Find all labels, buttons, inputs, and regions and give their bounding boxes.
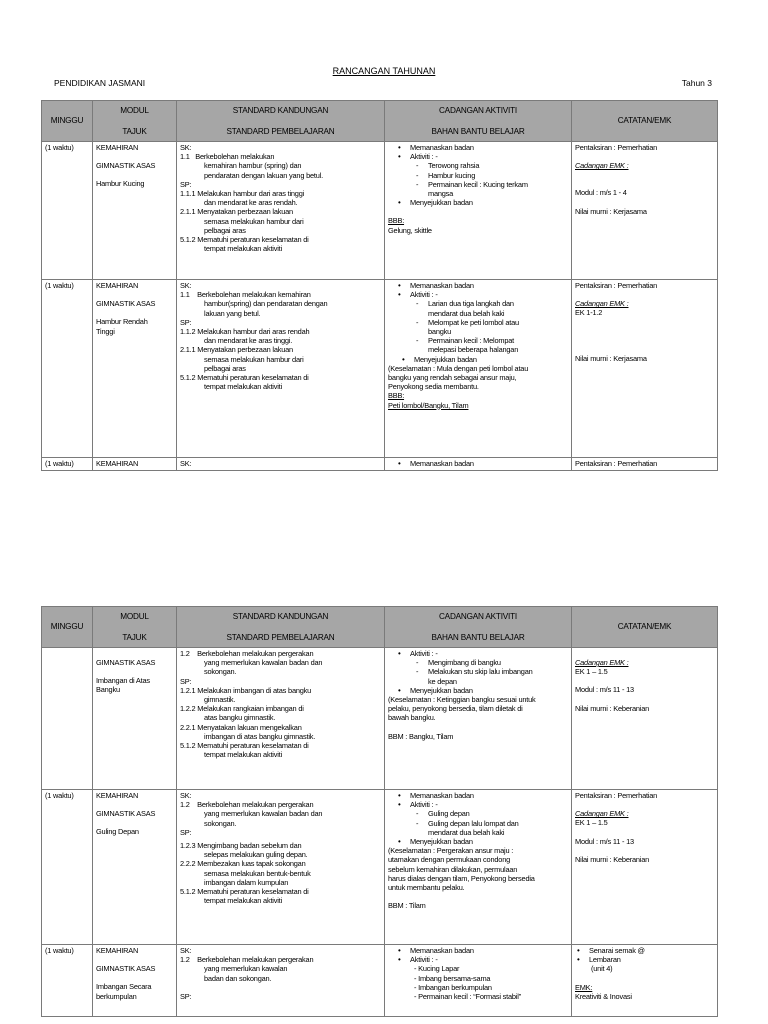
list-item: - Kucing Lapar bbox=[414, 964, 460, 974]
list-item: • Aktiviti : - - Guling depan - Guling depan lalu lompat dan mendarat dua belah kaki bbox=[410, 800, 568, 837]
col-bahan-bantu-belajar: BAHAN BANTU BELAJAR bbox=[431, 632, 525, 642]
aktiviti-cell: • Aktiviti : - - Mengimbang di bangku - Melakukan stu skip lalu imbangan ke depan • Menyejukkan badan (Keselamatan : Ketinggian bangku sesuai untuk pelaku, penyokong bersedia, tilam diletak di bawah bangku. BBM : Bangku, Tilam bbox=[385, 648, 572, 790]
col-minggu: MINGGU bbox=[42, 101, 93, 142]
minggu-cell: (1 waktu) bbox=[42, 458, 93, 471]
list-item: - Terowong rahsia bbox=[428, 161, 568, 170]
col-modul: MODUL bbox=[120, 612, 149, 621]
catatan-cell: Pentaksiran : Pemerhatian Cadangan EMK : EK 1-1.2 Nilai murni : Kerjasama bbox=[572, 280, 718, 458]
table-header-row bbox=[42, 607, 718, 648]
modul-cell: KEMAHIRAN GIMNASTIK ASAS Guling Depan bbox=[93, 790, 177, 945]
table-header-row bbox=[42, 101, 718, 142]
year-label: Tahun 3 bbox=[681, 78, 712, 88]
list-item: - Permainan kecil : Melompat melepasi beberapa halangan bbox=[428, 336, 568, 354]
annual-plan-table-2 bbox=[41, 606, 718, 1017]
list-item: - Imbang bersama-sama bbox=[414, 973, 491, 983]
aktiviti-cell: • Memanaskan badan • Aktiviti : - - Terowong rahsia - Hambur kucing - Permainan kecil : Kucing terkam mangsa • Menyejukkan badan BBB: Gelung, skittle bbox=[385, 142, 572, 280]
aktiviti-cell: • Memanaskan badan • Aktiviti : - - Guling depan - Guling depan lalu lompat dan mendarat dua belah kaki • Menyejukkan badan (Keselamatan : Pergerakan ansur maju : utamakan dengan permukaan condong sebelum kemahiran dilakukan, permulaan harus dialas dengan tilam, Penyokong bersedia untuk membantu pelaku. BBM : Tilam bbox=[385, 790, 572, 945]
col-catatan-emk: CATATAN/EMK bbox=[572, 607, 718, 648]
col-cadangan-aktiviti: CADANGAN AKTIVITI bbox=[438, 106, 518, 115]
list-item: • Menyejukkan badan bbox=[414, 355, 568, 364]
catatan-cell: Pentaksiran : Pemerhatian Cadangan EMK : EK 1 – 1.5 Modul : m/s 11 - 13 Nilai murni : Keberanian bbox=[572, 790, 718, 945]
table-row bbox=[42, 648, 718, 790]
minggu-cell bbox=[42, 648, 93, 790]
standard-cell: SK: 1.2 Berkebolehan melakukan pergerakan yang memerlukan kawalan badan dan sokongan. SP: bbox=[177, 945, 385, 1017]
standard-cell: SK: bbox=[177, 458, 385, 471]
minggu-cell: (1 waktu) bbox=[42, 945, 93, 1017]
aktiviti-cell: • Memanaskan badan • Aktiviti : - - Larian dua tiga langkah dan mendarat dua belah kaki - Melompat ke peti lombol atau bangku - Permainan kecil : Melompat melepasi beberapa halangan • Menyejukkan badan (Keselamatan : Mula dengan peti lombol atau bangku yang rendah sebagai ansur maju, Penyokong sedia membantu. BBB: Peti lombol/Bangku, Tilam bbox=[385, 280, 572, 458]
list-item: - Mengimbang di bangku bbox=[428, 658, 568, 667]
catatan-cell: • Senarai semak @ • Lembaran (unit 4) EMK: Kreativiti & Inovasi bbox=[572, 945, 718, 1017]
list-item: • Menyejukkan badan bbox=[410, 837, 568, 846]
standard-cell: SK: 1.1 Berkebolehan melakukan kemahiran hambur (spring) dan pendaratan dengan lakuan yang betul. SP: 1.1.1 Melakukan hambur dari aras tinggi dan mendarat ke aras rendah. 2.1.1 Menyatakan perbezaan lakuan semasa melakukan hambur dari pelbagai aras 5.1.2 Mematuhi peraturan keselamatan di tempat melakukan aktiviti bbox=[177, 142, 385, 280]
col-bahan-bantu-belajar: BAHAN BANTU BELAJAR bbox=[431, 126, 525, 136]
list-item: • Memanaskan badan bbox=[410, 459, 568, 468]
list-item: - Melakukan stu skip lalu imbangan ke depan bbox=[428, 667, 568, 685]
table-row bbox=[42, 142, 718, 280]
list-item: - Larian dua tiga langkah dan mendarat dua belah kaki bbox=[428, 299, 568, 317]
col-standard-kandungan: STANDARD KANDUNGAN bbox=[232, 106, 329, 115]
table-row bbox=[42, 790, 718, 945]
list-item: • Lembaran (unit 4) bbox=[589, 955, 714, 973]
modul-cell: GIMNASTIK ASAS Imbangan di Atas Bangku bbox=[93, 648, 177, 790]
list-item: - Melompat ke peti lombol atau bangku bbox=[428, 318, 568, 336]
list-item: - Permainan kecil : “Formasi stabil” bbox=[414, 992, 521, 1002]
col-cadangan-aktiviti: CADANGAN AKTIVITI bbox=[438, 612, 518, 621]
catatan-cell: Cadangan EMK : EK 1 – 1.5 Modul : m/s 11 - 13 Nilai murni : Keberanian bbox=[572, 648, 718, 790]
standard-cell: SK: 1.1 Berkebolehan melakukan kemahiran hambur(spring) dan pendaratan dengan lakuan yang betul. SP: 1.1.2 Melakukan hambur dari aras rendah dan mendarat ke aras tinggi. 2.1.1 Menyatakan perbezaan lakuan semasa melakukan hambur dari pelbagai aras 5.1.2 Mematuhi peraturan keselamatan di tempat melakukan aktiviti bbox=[177, 280, 385, 458]
table-row bbox=[42, 945, 718, 1017]
list-item: - Hambur kucing bbox=[428, 171, 568, 180]
minggu-cell: (1 waktu) bbox=[42, 280, 93, 458]
standard-cell: SK: 1.2 Berkebolehan melakukan pergerakan yang memerlukan kawalan badan dan sokongan. SP: 1.2.3 Mengimbang badan sebelum dan selepas melakukan guling depan. 2.2.2 Membezakan luas tapak sokongan semasa melakukan bentuk-bentuk imbangan dalam kumpulan 5.1.2 Mematuhi peraturan keselamatan di tempat melakukan aktiviti bbox=[177, 790, 385, 945]
col-standard-pembelajaran: STANDARD PEMBELAJARAN bbox=[226, 126, 335, 136]
list-item: • Memanaskan badan bbox=[410, 281, 568, 290]
list-item: • Memanaskan badan bbox=[410, 143, 568, 152]
list-item: • Senarai semak @ bbox=[589, 946, 714, 955]
col-standard-kandungan: STANDARD KANDUNGAN bbox=[232, 612, 329, 621]
minggu-cell: (1 waktu) bbox=[42, 142, 93, 280]
list-item: • Menyejukkan badan bbox=[410, 686, 568, 695]
col-tajuk: TAJUK bbox=[122, 632, 147, 642]
list-item: • Memanaskan badan bbox=[410, 946, 568, 955]
list-item: - Guling depan bbox=[428, 809, 568, 818]
modul-cell: KEMAHIRAN bbox=[93, 458, 177, 471]
aktiviti-cell bbox=[385, 458, 572, 471]
subject-label: PENDIDIKAN JASMANI bbox=[54, 78, 146, 88]
annual-plan-table-1 bbox=[41, 100, 718, 471]
table-row bbox=[42, 280, 718, 458]
list-item: - Permainan kecil : Kucing terkam mangsa bbox=[428, 180, 568, 198]
list-item: • Aktiviti : - - Kucing Lapar - Imbang bersama-sama - Imbangan berkumpulan - Permainan kecil : “Formasi stabil” bbox=[410, 955, 568, 1001]
minggu-cell: (1 waktu) bbox=[42, 790, 93, 945]
list-item: • Aktiviti : - - Terowong rahsia - Hambur kucing - Permainan kecil : Kucing terkam mangsa bbox=[410, 152, 568, 198]
modul-cell: KEMAHIRAN GIMNASTIK ASAS Hambur Rendah Tinggi bbox=[93, 280, 177, 458]
modul-cell: KEMAHIRAN GIMNASTIK ASAS Hambur Kucing bbox=[93, 142, 177, 280]
aktiviti-cell bbox=[385, 945, 572, 1017]
list-item: • Aktiviti : - - Larian dua tiga langkah dan mendarat dua belah kaki - Melompat ke peti lombol atau bangku - Permainan kecil : Melompat melepasi beberapa halangan bbox=[410, 290, 568, 354]
col-catatan-emk: CATATAN/EMK bbox=[572, 101, 718, 142]
list-item: • Memanaskan badan bbox=[410, 791, 568, 800]
col-minggu: MINGGU bbox=[42, 607, 93, 648]
list-item: • Menyejukkan badan bbox=[410, 198, 568, 207]
col-standard-pembelajaran: STANDARD PEMBELAJARAN bbox=[226, 632, 335, 642]
list-item: - Imbangan berkumpulan bbox=[414, 982, 492, 992]
catatan-cell: Pentaksiran : Pemerhatian bbox=[572, 458, 718, 471]
page-title: RANCANGAN TAHUNAN bbox=[332, 66, 436, 76]
col-modul: MODUL bbox=[120, 106, 149, 115]
table-row bbox=[42, 458, 718, 471]
list-item: • Aktiviti : - - Mengimbang di bangku - Melakukan stu skip lalu imbangan ke depan bbox=[410, 649, 568, 686]
catatan-cell: Pentaksiran : Pemerhatian Cadangan EMK : Modul : m/s 1 - 4 Nilai murni : Kerjasama bbox=[572, 142, 718, 280]
standard-cell: 1.2 Berkebolehan melakukan pergerakan yang memerlukan kawalan badan dan sokongan. SP: 1.2.1 Melakukan imbangan di atas bangku gimnastik. 1.2.2 Melakukan rangkaian imbangan di atas bangku gimnastik. 2.2.1 Menyatakan lakuan mengekalkan imbangan di atas bangku gimnastik. 5.1.2 Mematuhi peraturan keselamatan di tempat melakukan aktiviti bbox=[177, 648, 385, 790]
modul-cell: KEMAHIRAN GIMNASTIK ASAS Imbangan Secara berkumpulan bbox=[93, 945, 177, 1017]
list-item: - Guling depan lalu lompat dan mendarat dua belah kaki bbox=[428, 819, 568, 837]
col-tajuk: TAJUK bbox=[122, 126, 147, 136]
